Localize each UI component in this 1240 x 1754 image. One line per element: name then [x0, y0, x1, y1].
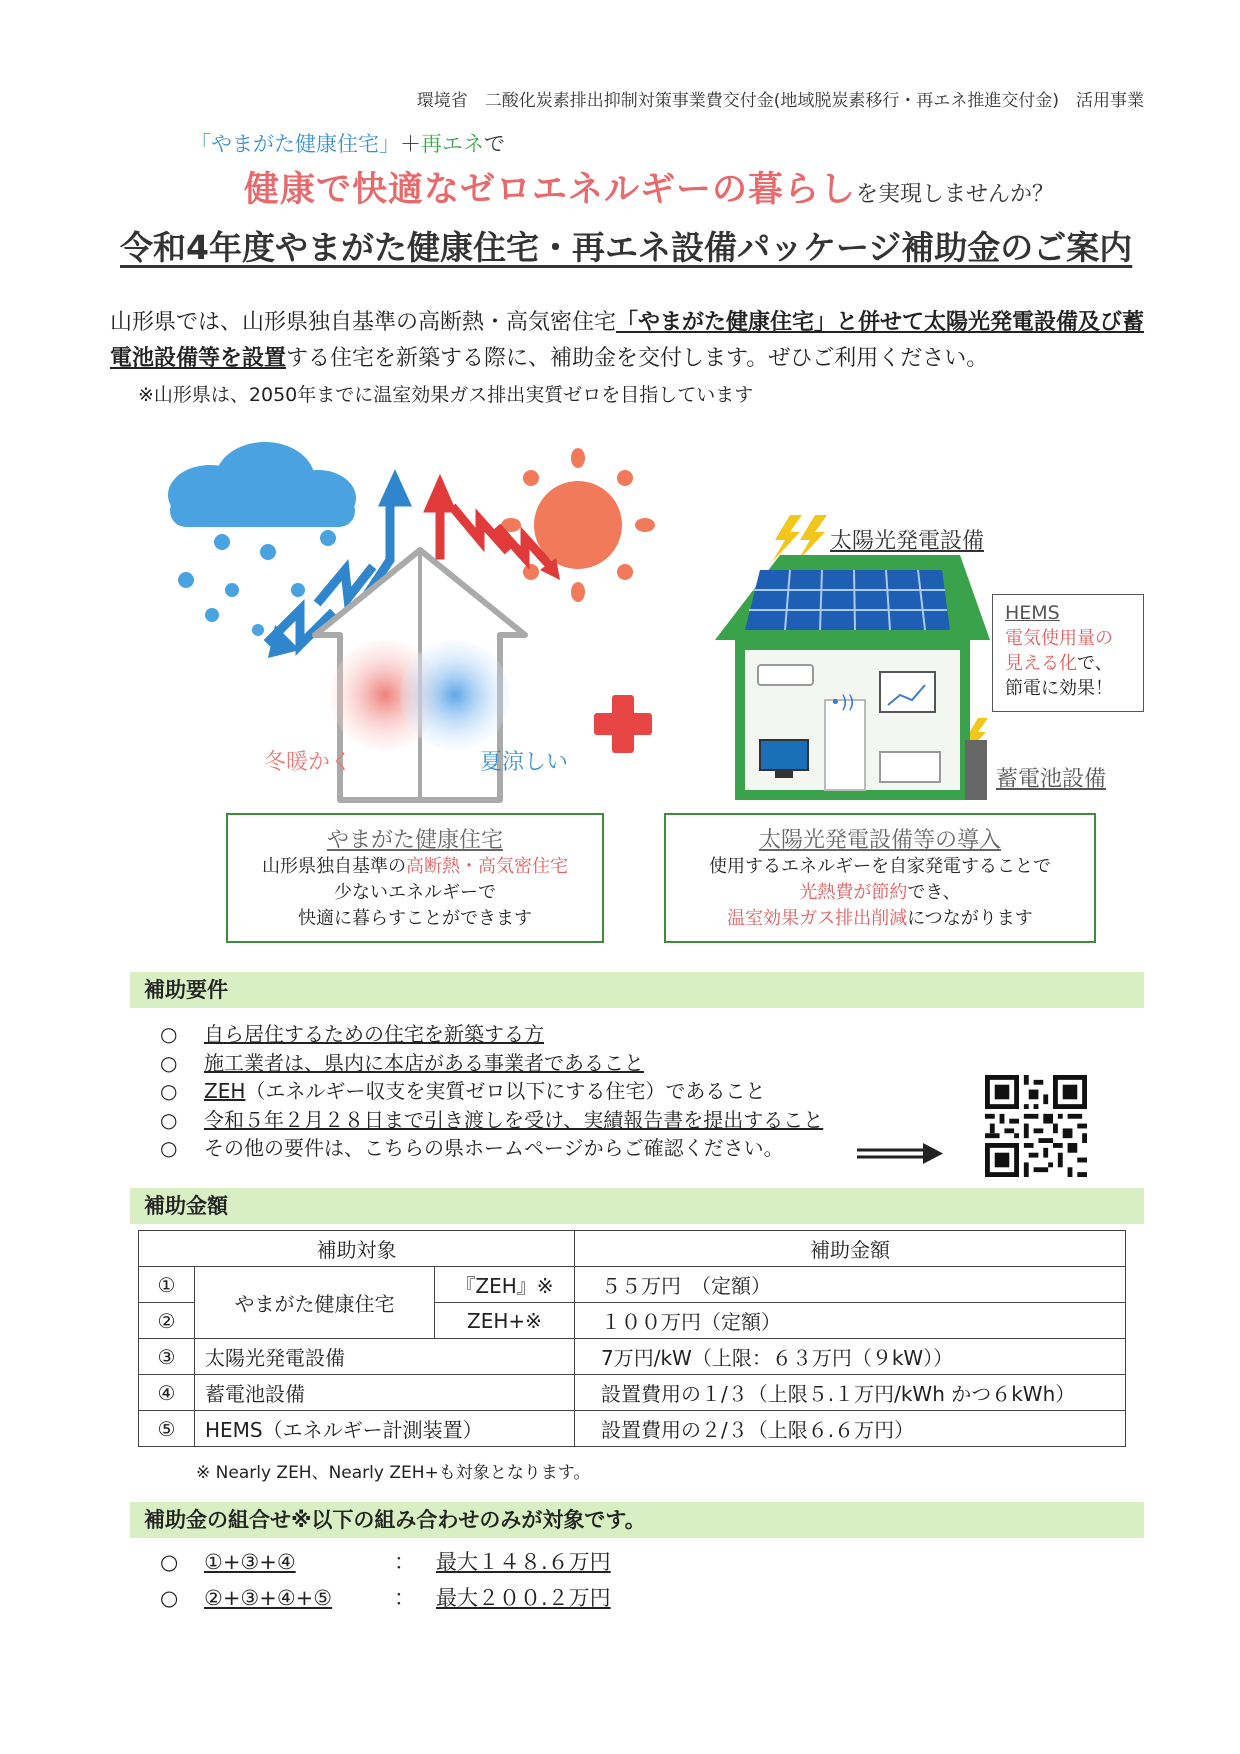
summer-label: 夏涼しい: [480, 750, 569, 775]
section-amount-label: 補助金額: [144, 1194, 228, 1218]
combo-formula: ②+③+④+⑤: [204, 1586, 333, 1610]
table-row: [139, 1411, 1126, 1447]
row-target: 太陽光発電設備: [195, 1339, 575, 1375]
health-house-line2: 少ないエネルギーで: [334, 882, 496, 903]
hems-callout: [992, 594, 1144, 712]
health-house-line1a: 山形県独自基準の: [262, 856, 406, 877]
sub2-small: を実現しませんか？: [856, 182, 1055, 207]
sun-icon: [501, 448, 655, 602]
hems-line1: 電気使用量の: [1005, 628, 1113, 649]
bullet-icon: ○: [160, 1136, 178, 1160]
health-house-title: やまがた健康住宅: [326, 828, 503, 853]
requirements-list: [160, 1020, 823, 1163]
row-target: 蓄電池設備: [195, 1375, 575, 1411]
subsidy-table: [138, 1230, 1126, 1447]
row-number: ②: [139, 1303, 195, 1339]
svg-text:•)): •)): [830, 692, 855, 713]
section-amount: [130, 1188, 1144, 1224]
header-target: 補助対象: [139, 1231, 575, 1267]
battery-label: 蓄電池設備: [996, 767, 1107, 792]
sub2-big: 健康で快適なゼロエネルギーの暮らし: [244, 170, 857, 210]
combo-item: [160, 1580, 611, 1616]
row-number: ③: [139, 1339, 195, 1375]
hems-title: HEMS: [1005, 602, 1060, 624]
row-amount: 7万円/kW（上限：６３万円（９kW））: [575, 1339, 1126, 1375]
subheading-1: [190, 128, 505, 158]
section-combo-label: 補助金の組合せ※以下の組み合わせのみが対象です。: [144, 1508, 646, 1532]
bullet-icon: ○: [160, 1586, 179, 1610]
solar-house: [715, 555, 990, 800]
row-number: ④: [139, 1375, 195, 1411]
row-sub-target: 『ZEH』※: [435, 1267, 575, 1303]
header-note: 環境省 二酸化炭素排出抑制対策事業費交付金(地域脱炭素移行・再エネ推進交付金) 活用事業: [416, 91, 1144, 111]
row-amount: ５５万円 （定額）: [575, 1267, 1126, 1303]
row-amount: 設置費用の１/３（上限５.１万円/kWh かつ６kWh）: [575, 1375, 1126, 1411]
sub1-part2: ＋: [400, 132, 421, 156]
requirement-item: [160, 1134, 823, 1163]
hems-line3: 節電に効果！: [1005, 678, 1113, 699]
hems-line2-red: 見える化: [1005, 653, 1077, 674]
combo-max: 最大１４８.６万円: [436, 1550, 611, 1574]
row-number: ①: [139, 1267, 195, 1303]
combo-list: [160, 1544, 611, 1616]
header-amount: 補助金額: [575, 1231, 1126, 1267]
intro-note: ※山形県は、2050年までに温室効果ガス排出実質ゼロを目指しています: [138, 384, 754, 406]
combo-sep: ：: [394, 1586, 415, 1610]
hems-line2-rest: で、: [1077, 653, 1113, 674]
plus-icon: [594, 695, 652, 753]
sub1-part1: 「やまがた健康住宅」: [190, 132, 400, 156]
table-row: [139, 1339, 1126, 1375]
solar-label: 太陽光発電設備: [830, 529, 985, 554]
solar-intro-line2-rest: でき、: [907, 882, 961, 903]
requirement-text: 自ら居住するための住宅を新築する方: [204, 1022, 544, 1046]
requirement-item: [160, 1106, 823, 1135]
solar-intro-line2-red: 光熱費が節約: [799, 882, 908, 903]
health-house-box: [226, 813, 604, 943]
row-number: ⑤: [139, 1411, 195, 1447]
group-label: やまがた健康住宅: [195, 1267, 435, 1339]
winter-label: 冬暖かく: [264, 750, 353, 775]
cloud-icon: [168, 442, 356, 527]
solar-intro-line1: 使用するエネルギーを自家発電することで: [709, 856, 1051, 877]
requirement-text: 施工業者は、県内に本店がある事業者であること: [204, 1050, 644, 1075]
requirement-zeh: ZEH: [204, 1079, 246, 1103]
table-header-row: [139, 1231, 1126, 1267]
sub1-part3: 再エネ: [421, 132, 484, 156]
table-row: [139, 1267, 1126, 1303]
solar-intro-line3-rest: につながります: [907, 908, 1033, 929]
solar-intro-title: 太陽光発電設備等の導入: [758, 828, 1001, 853]
rain-drops: [178, 530, 336, 636]
bullet-icon: ○: [160, 1050, 178, 1075]
requirement-text: その他の要件は、こちらの県ホームページからご確認ください。: [204, 1136, 784, 1160]
table-row: [139, 1375, 1126, 1411]
requirement-item: [160, 1077, 823, 1106]
row-amount: １００万円（定額）: [575, 1303, 1126, 1339]
intro-paragraph: [110, 305, 1150, 377]
section-combo: [130, 1502, 1144, 1538]
row-target: HEMS（エネルギー計測装置）: [195, 1411, 575, 1447]
combo-max: 最大２００.２万円: [436, 1586, 611, 1610]
intro-text1: 山形県では、山形県独自基準の高断熱・高気密住宅: [110, 310, 617, 335]
sub1-part4: で: [484, 132, 505, 156]
combo-item: [160, 1544, 611, 1580]
intro-text3: する住宅を新築する際に、補助金を交付します。ぜひご利用ください。: [286, 346, 989, 371]
solar-intro-box: [664, 813, 1096, 943]
requirement-item: [160, 1049, 823, 1078]
requirement-item: [160, 1020, 823, 1049]
bullet-icon: ○: [160, 1079, 178, 1103]
subheading-2: [244, 162, 1054, 212]
health-house-line1b: 高断熱・高気密住宅: [406, 856, 568, 877]
combo-sep: ：: [394, 1550, 415, 1574]
requirement-text: （エネルギー収支を実質ゼロ以下にする住宅）であること: [245, 1079, 766, 1103]
row-amount: 設置費用の２/３（上限６.６万円）: [575, 1411, 1126, 1447]
section-requirements: [130, 972, 1144, 1008]
bullet-icon: ○: [160, 1550, 179, 1574]
solar-intro-line3-red: 温室効果ガス排出削減: [727, 908, 908, 929]
arrow-right-icon: [855, 1140, 945, 1170]
requirement-text: 令和５年２月２８日まで引き渡しを受け、実績報告書を提出すること: [204, 1107, 824, 1132]
bullet-icon: ○: [160, 1022, 178, 1046]
row-sub-target: ZEH+※: [435, 1303, 575, 1339]
qr-code-icon[interactable]: [985, 1075, 1087, 1177]
bullet-icon: ○: [160, 1107, 178, 1132]
combo-formula: ①+③+④: [204, 1550, 296, 1574]
health-house-line3: 快適に暮らすことができます: [298, 908, 532, 929]
table-note: ※ Nearly ZEH、Nearly ZEH+も対象となります。: [196, 1463, 591, 1483]
page-title: 令和4年度やまがた健康住宅・再エネ設備パッケージ補助金のご案内: [120, 228, 1133, 267]
intro-text2: 「やまがた健康住宅」と併せて太陽光発電設備及び蓄電池設備等を設置: [110, 310, 1145, 371]
section-requirements-label: 補助要件: [144, 978, 228, 1002]
